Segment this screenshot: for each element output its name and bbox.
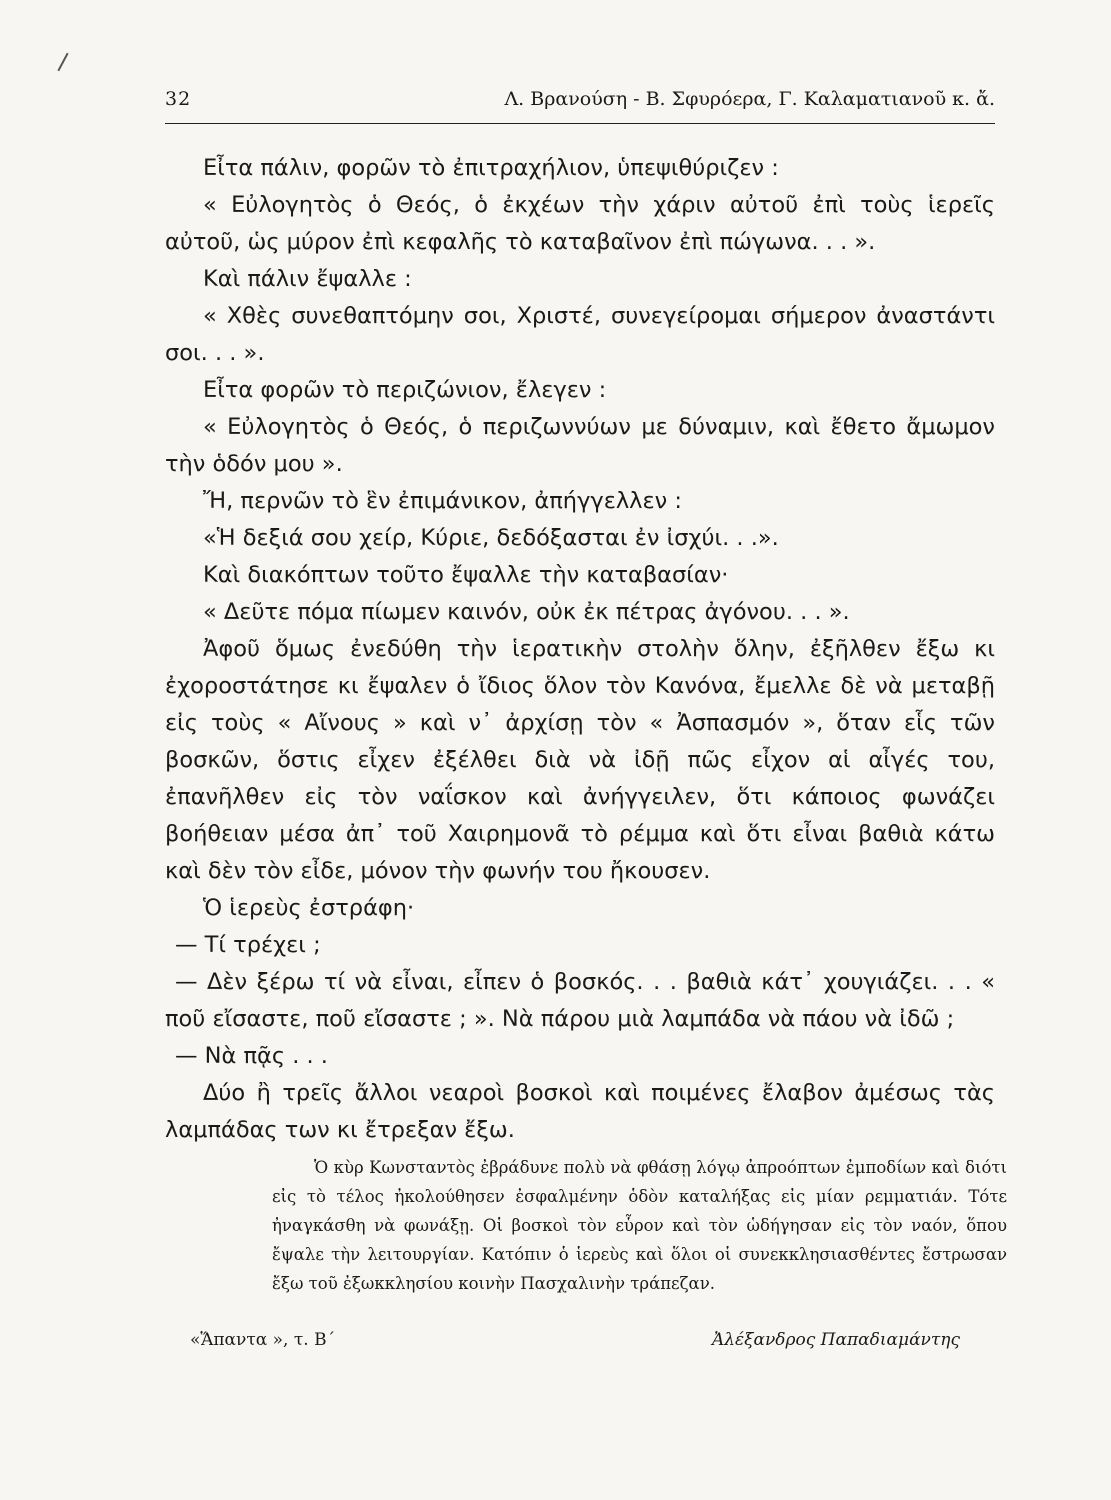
pencil-mark	[57, 53, 68, 72]
dialogue-line: — Τί τρέχει ;	[175, 932, 321, 958]
paragraph: Εἶτα πάλιν, φορῶν τὸ ἐπιτραχήλιον, ὑπεψιθύριζεν :	[203, 155, 779, 181]
paragraph: Ὁ ἱερεὺς ἐστράφη·	[203, 895, 415, 921]
author-name: Ἀλέξανδρος Παπαδιαμάντης	[711, 1330, 960, 1350]
paragraph: «Ἡ δεξιά σου χείρ, Κύριε, δεδόξασται ἐν ἰσχύι. . .».	[203, 525, 779, 551]
paragraph: « Εὐλογητὸς ὁ Θεός, ὁ ἐκχέων τὴν χάριν αὐτοῦ ἐπὶ τοὺς ἱερεῖς αὐτοῦ, ὡς μύρον ἐπὶ κεφαλῆς τὸ καταβαῖνον ἐπὶ πώγωνα. . . ».	[165, 192, 995, 255]
source-reference: «Ἅπαντα », τ. Β΄	[190, 1330, 336, 1350]
paragraph: Καὶ πάλιν ἔψαλλε :	[203, 266, 412, 292]
dialogue-line: — Δὲν ξέρω τί νὰ εἶναι, εἶπεν ὁ βοσκός. . . βαθιὰ κάτ᾽ χουγιάζει. . . « ποῦ εἴσαστε, ποῦ εἴσαστε ; ». Νὰ πάρου μιὰ λαμπάδα νὰ πάου νὰ ἰδῶ ;	[165, 969, 995, 1032]
paragraph: Καὶ διακόπτων τοῦτο ἔψαλλε τὴν καταβασίαν·	[203, 562, 729, 588]
footnote: Ὁ κὺρ Κωνσταντὸς ἐβράδυνε πολὺ νὰ φθάσῃ λόγῳ ἀπροόπτων ἐμποδίων καὶ διότι εἰς τὸ τέλος ἠκολούθησεν ἐσφαλμένην ὁδὸν καταλήξας εἰς μίαν ρεμματιάν. Τότε ἠναγκάσθη νὰ φωνάξῃ. Οἱ βοσκοὶ τὸν εὗρον καὶ τὸν ὡδήγησαν εἰς τὸν ναόν, ὅπου ἔψαλε τὴν λειτουργίαν. Κατόπιν ὁ ἱερεὺς καὶ ὅλοι οἱ συνεκκλησιασθέντες ἔστρωσαν ἔξω τοῦ ἐξωκκλησίου κοινὴν Πασχαλινὴν τράπεζαν.	[272, 1158, 1007, 1293]
body-text	[165, 150, 995, 1149]
header-rule	[165, 123, 995, 124]
paragraph: « Δεῦτε πόμα πίωμεν καινόν, οὐκ ἐκ πέτρας ἀγόνου. . . ».	[203, 599, 850, 625]
paragraph: Ἤ, περνῶν τὸ ἓν ἐπιμάνικον, ἀπήγγελλεν :	[203, 488, 682, 514]
paragraph: « Εὐλογητὸς ὁ Θεός, ὁ περιζωννύων με δύναμιν, καὶ ἔθετο ἄμωμον τὴν ὁδόν μου ».	[165, 414, 995, 477]
page-number: 32	[165, 88, 192, 110]
page-header	[165, 88, 995, 124]
paragraph: Εἶτα φορῶν τὸ περιζώνιον, ἔλεγεν :	[203, 377, 607, 403]
running-title: Λ. Βρανούση - Β. Σφυρόερα, Γ. Καλαματιανοῦ κ. ἄ.	[504, 88, 995, 110]
source-line	[190, 1330, 960, 1360]
paragraph: Ἀφοῦ ὅμως ἐνεδύθη τὴν ἱερατικὴν στολὴν ὅλην, ἐξῆλθεν ἔξω κι ἐχοροστάτησε κι ἔψαλεν ὁ ἴδιος ὅλον τὸν Κανόνα, ἔμελλε δὲ νὰ μεταβῇ εἰς τοὺς « Αἴνους » καὶ ν᾽ ἀρχίσῃ τὸν « Ἀσπασμόν », ὅταν εἷς τῶν βοσκῶν, ὅστις εἶχεν ἐξέλθει διὰ νὰ ἰδῇ πῶς εἶχον αἱ αἶγές του, ἐπανῆλθεν εἰς τὸν ναΐσκον καὶ ἀνήγγειλεν, ὅτι κάποιος φωνάζει βοήθειαν μέσα ἀπ᾽ τοῦ Χαιρημονᾶ τὸ ρέμμα καὶ ὅτι εἶναι βαθιὰ κάτω καὶ δὲν τὸν εἶδε, μόνον τὴν φωνήν του ἤκουσεν.	[165, 636, 995, 884]
paragraph: « Χθὲς συνεθαπτόμην σοι, Χριστέ, συνεγείρομαι σήμερον ἀναστάντι σοι. . . ».	[165, 303, 995, 366]
dialogue-line: — Νὰ πᾷς . . .	[175, 1043, 328, 1069]
paragraph: Δύο ἢ τρεῖς ἄλλοι νεαροὶ βοσκοὶ καὶ ποιμένες ἔλαβον ἀμέσως τὰς λαμπάδας των κι ἔτρεξαν ἔξω.	[165, 1080, 995, 1143]
